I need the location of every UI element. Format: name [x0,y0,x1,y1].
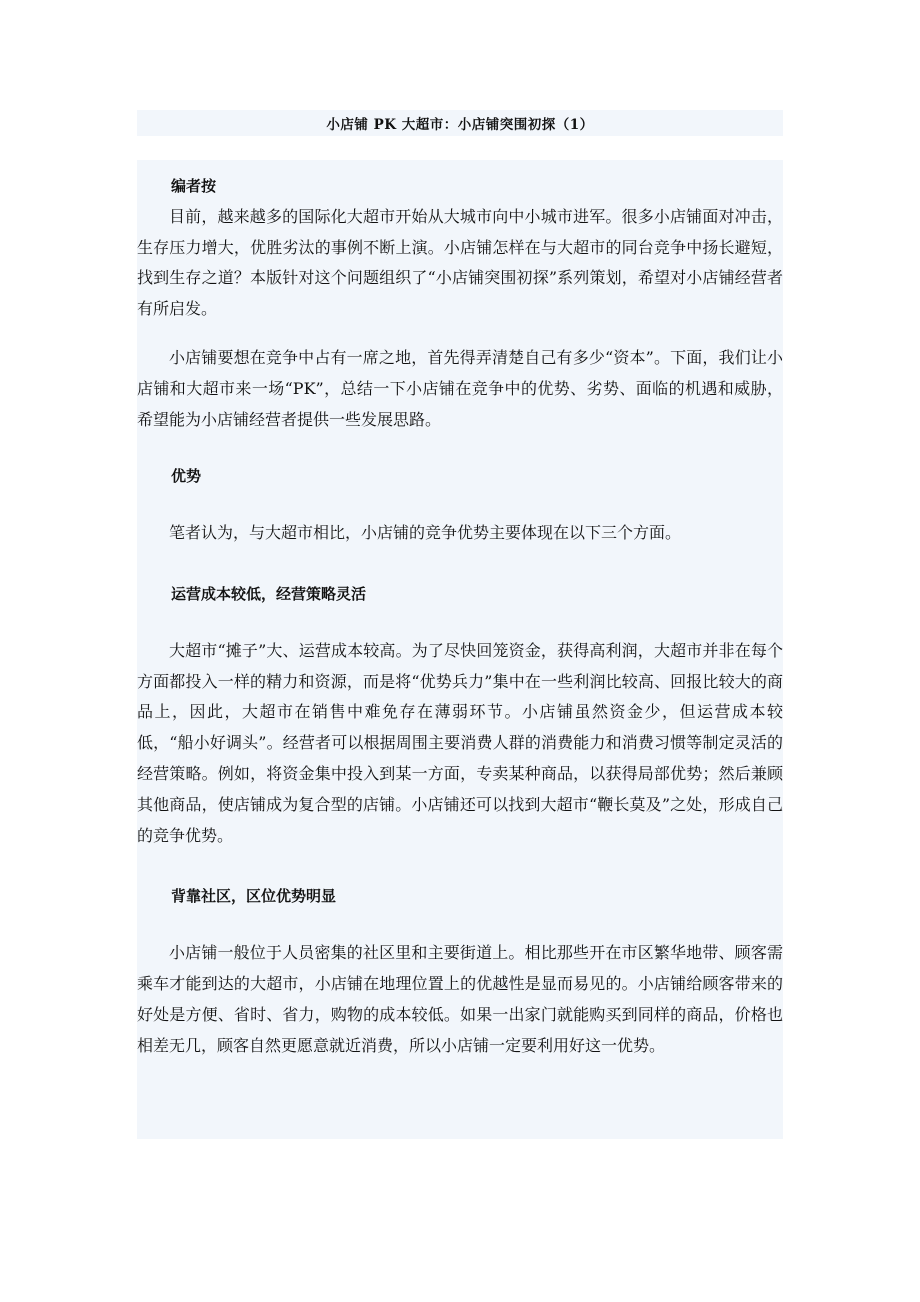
spacer [137,325,783,343]
document-title: 小店铺 PK 大超市：小店铺突围初探（1） [326,117,594,133]
spacer [137,435,783,461]
section1-heading: 运营成本较低，经营策略灵活 [171,584,367,603]
title-bar [137,110,783,136]
editor-note-paragraph: 目前，越来越多的国际化大超市开始从大城市向中小城市进军。很多小店铺面对冲击，生存压力增大，优胜劣汰的事例不断上演。小店铺怎样在与大超市的同台竞争中扬长避短，找到生存之道？本版针对这个问题组织了“小店铺突围初探”系列策划，希望对小店铺经营者有所启发。 [137,206,783,319]
intro-paragraph: 小店铺要想在竞争中占有一席之地，首先得弄清楚自己有多少“资本”。下面，我们让小店铺和大超市来一场“PK”，总结一下小店铺在竞争中的优势、劣势、面临的机遇和威胁，希望能为小店铺经营者提供一些发展思路。 [137,347,783,429]
advantage-intro-paragraph: 笔者认为，与大超市相比，小店铺的竞争优势主要体现在以下三个方面。 [169,523,682,543]
spacer [137,492,783,518]
editor-note-heading: 编者按 [171,177,217,195]
spacer [137,610,783,636]
section2-heading: 背靠社区，区位优势明显 [171,887,337,906]
section1-paragraph: 大超市“摊子”大、运营成本较高。为了尽快回笼资金，获得高利润，大超市并非在每个方面都投入一样的精力和资源，而是将“优势兵力”集中在一些利润比较高、回报比较大的商品上，因此，大超市在销售中难免存在薄弱环节。小店铺虽然资金少，但运营成本较低，“船小好调头”。经营者可以根据周围主要消费人群的消费能力和消费习惯等制定灵活的经营策略。例如，将资金集中投入到某一方面，专卖某种商品，以获得局部优势；然后兼顾其他商品，使店铺成为复合型的店铺。小店铺还可以找到大超市“鞭长莫及”之处，形成自己的竞争优势。 [137,640,783,845]
section2-paragraph: 小店铺一般位于人员密集的社区里和主要街道上。相比那些开在市区繁华地带、顾客需乘车才能到达的大超市，小店铺在地理位置上的优越性是显而易见的。小店铺给顾客带来的好处是方便、省时、省力，购物的成本较低。如果一出家门就能购买到同样的商品，价格也相差无几，顾客自然更愿意就近消费，所以小店铺一定要利用好这一优势。 [137,943,783,1055]
spacer [137,549,783,579]
article-body [137,160,783,1139]
spacer [137,851,783,881]
spacer [137,912,783,938]
advantage-heading: 优势 [171,467,202,486]
